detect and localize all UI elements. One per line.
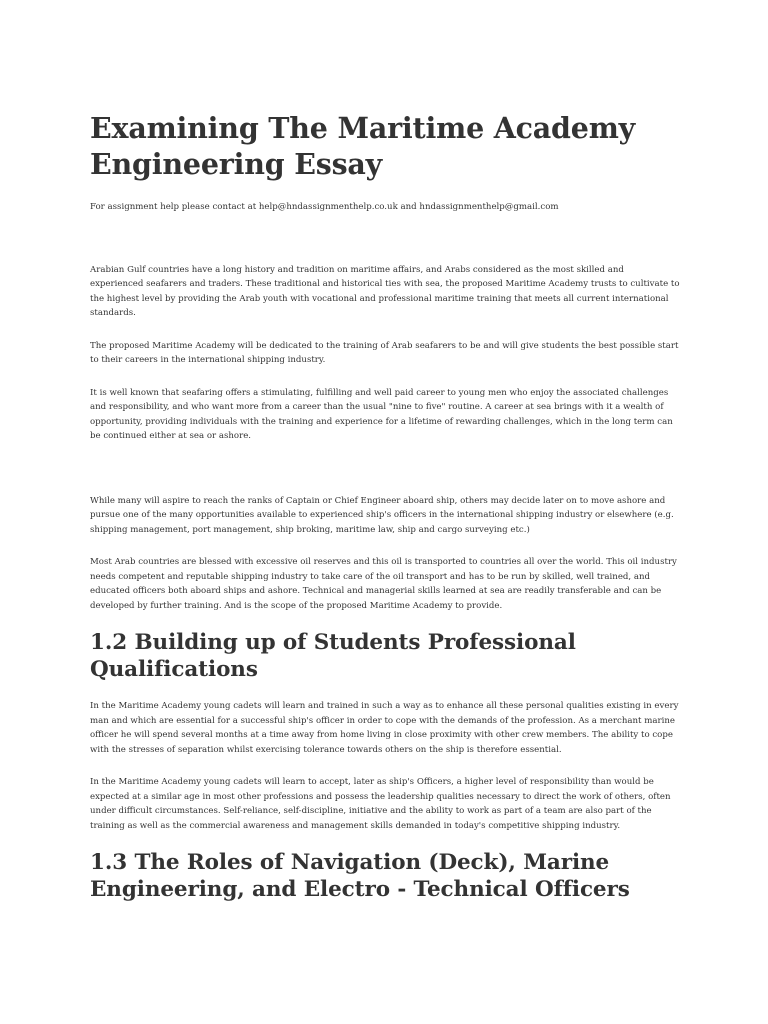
document-page xyxy=(90,110,680,903)
paragraph: Arabian Gulf countries have a long history and tradition on maritime affairs, and Arabs considered as the most skilled and experienced seafarers and traders. These traditional and historical ties with sea, the proposed Maritime Academy trusts to cultivate to the highest level by providing the Arab youth with vocational and professional maritime training that meets all current international standards. xyxy=(90,264,680,318)
section-heading-1-2: 1.2 Building up of Students Professional Qualifications xyxy=(90,630,576,682)
document-title: Examining The Maritime Academy Engineering Essay xyxy=(90,111,636,181)
paragraph: In the Maritime Academy young cadets will learn and trained in such a way as to enhance all these personal qualities existing in every man and which are essential for a successful ship's officer in order to cope with the demands of the profession. As a merchant marine officer he will spend several months at a time away from home living in close proximity with other crew members. The ability to cope with the stresses of separation whilst exercising tolerance towards others on the ship is therefore essential. xyxy=(90,701,679,755)
paragraph: While many will aspire to reach the ranks of Captain or Chief Engineer aboard ship, others may decide later on to move ashore and pursue one of the many opportunities available to experienced ship's officers in the international shipping industry or elsewhere (e.g. shipping management, port management, ship broking, maritime law, ship and cargo surveying etc.) xyxy=(90,495,674,535)
paragraph: It is well known that seafaring offers a stimulating, fulfilling and well paid career to young men who enjoy the associated challenges and responsibility, and who want more from a career than the usual "nine to five" routine. A career at sea brings with it a wealth of opportunity, providing individuals with the training and experience for a lifetime of rewarding challenges, which in the long term can be continued either at sea or ashore. xyxy=(90,387,673,441)
paragraph: Most Arab countries are blessed with excessive oil reserves and this oil is transported to countries all over the world. This oil industry needs competent and reputable shipping industry to take care of the oil transport and has to be run by skilled, well trained, and educated officers both aboard ships and ashore. Technical and managerial skills learned at sea are readily transferable and can be developed by further training. And is the scope of the proposed Maritime Academy to provide. xyxy=(90,557,677,611)
section-heading-1-3: 1.3 The Roles of Navigation (Deck), Marine Engineering, and Electro - Technical Officers xyxy=(90,850,630,902)
contact-line: For assignment help please contact at help@hndassignmenthelp.co.uk and hndassignmenthelp@gmail.com xyxy=(90,202,559,212)
paragraph: The proposed Maritime Academy will be dedicated to the training of Arab seafarers to be and will give students the best possible start to their careers in the international shipping industry. xyxy=(90,340,679,365)
paragraph: In the Maritime Academy young cadets will learn to accept, later as ship's Officers, a higher level of responsibility than would be expected at a similar age in most other professions and possess the leadership qualities necessary to direct the work of others, often under difficult circumstances. Self-reliance, self-discipline, initiative and the ability to work as part of a team are also part of the training as well as the commercial awareness and management skills demanded in today's competitive shipping industry. xyxy=(90,777,671,831)
